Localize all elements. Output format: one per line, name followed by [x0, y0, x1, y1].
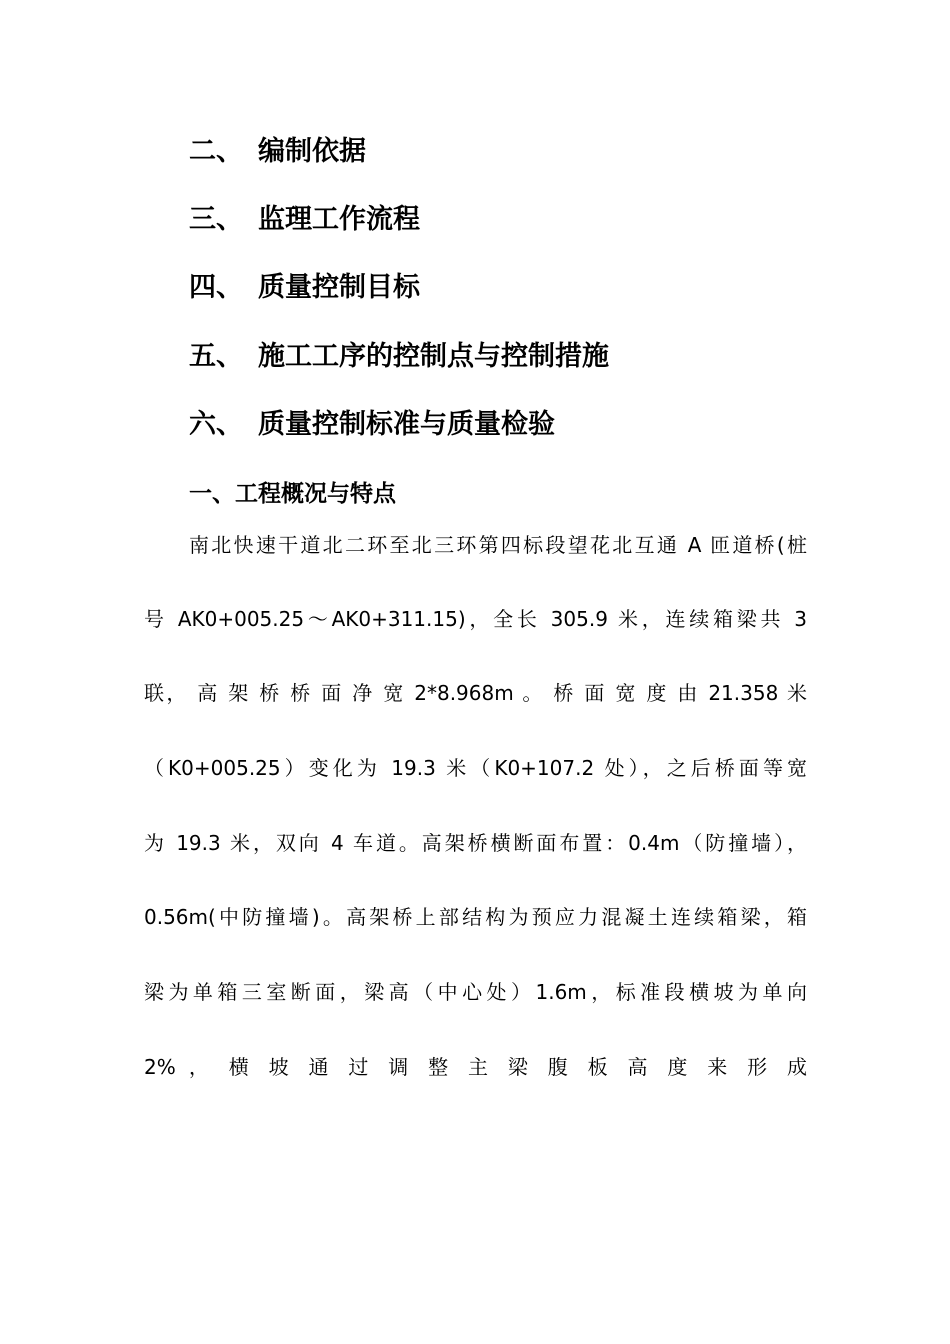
body-line: （K0+005.25）变化为 19.3 米（K0+107.2 处），之后桥面等宽	[144, 756, 807, 780]
toc-item-title: 施工工序的控制点与控制措施	[258, 341, 609, 372]
body-line: 为 19.3 米，双向 4 车道。高架桥横断面布置：0.4m（防撞墙），	[144, 831, 807, 855]
body-line: 联， 高 架 桥 桥 面 净 宽 2*8.968m 。 桥 面 宽 度 由 21.358 米	[144, 681, 807, 705]
toc-item-4	[189, 270, 420, 306]
toc-item-number: 二、	[189, 136, 243, 167]
body-line: 号 AK0+005.25～AK0+311.15)，全长 305.9 米，连续箱梁共 3	[144, 607, 807, 631]
toc-item-title: 质量控制标准与质量检验	[258, 409, 555, 440]
body-line: 南北快速干道北二环至北三环第四标段望花北互通 A 匝道桥(桩	[189, 533, 807, 557]
body-line: 梁为单箱三室断面，梁高（中心处）1.6m，标准段横坡为单向	[144, 980, 807, 1004]
toc-item-3	[189, 202, 420, 238]
toc-item-5	[189, 339, 609, 375]
toc-item-2	[189, 134, 366, 170]
body-line: 2% ， 横 坡 通 过 调 整 主 梁 腹 板 高 度 来 形 成	[144, 1055, 807, 1079]
section-heading: 一、工程概况与特点	[189, 481, 396, 507]
toc-item-number: 三、	[189, 204, 243, 235]
toc-item-title: 编制依据	[258, 136, 366, 167]
toc-item-number: 五、	[189, 341, 243, 372]
toc-item-number: 四、	[189, 272, 243, 303]
toc-item-number: 六、	[189, 409, 243, 440]
body-line: 0.56m(中防撞墙)。高架桥上部结构为预应力混凝土连续箱梁，箱	[144, 905, 807, 929]
toc-item-6	[189, 407, 555, 443]
toc-item-title: 质量控制目标	[258, 272, 420, 303]
toc-item-title: 监理工作流程	[258, 204, 420, 235]
